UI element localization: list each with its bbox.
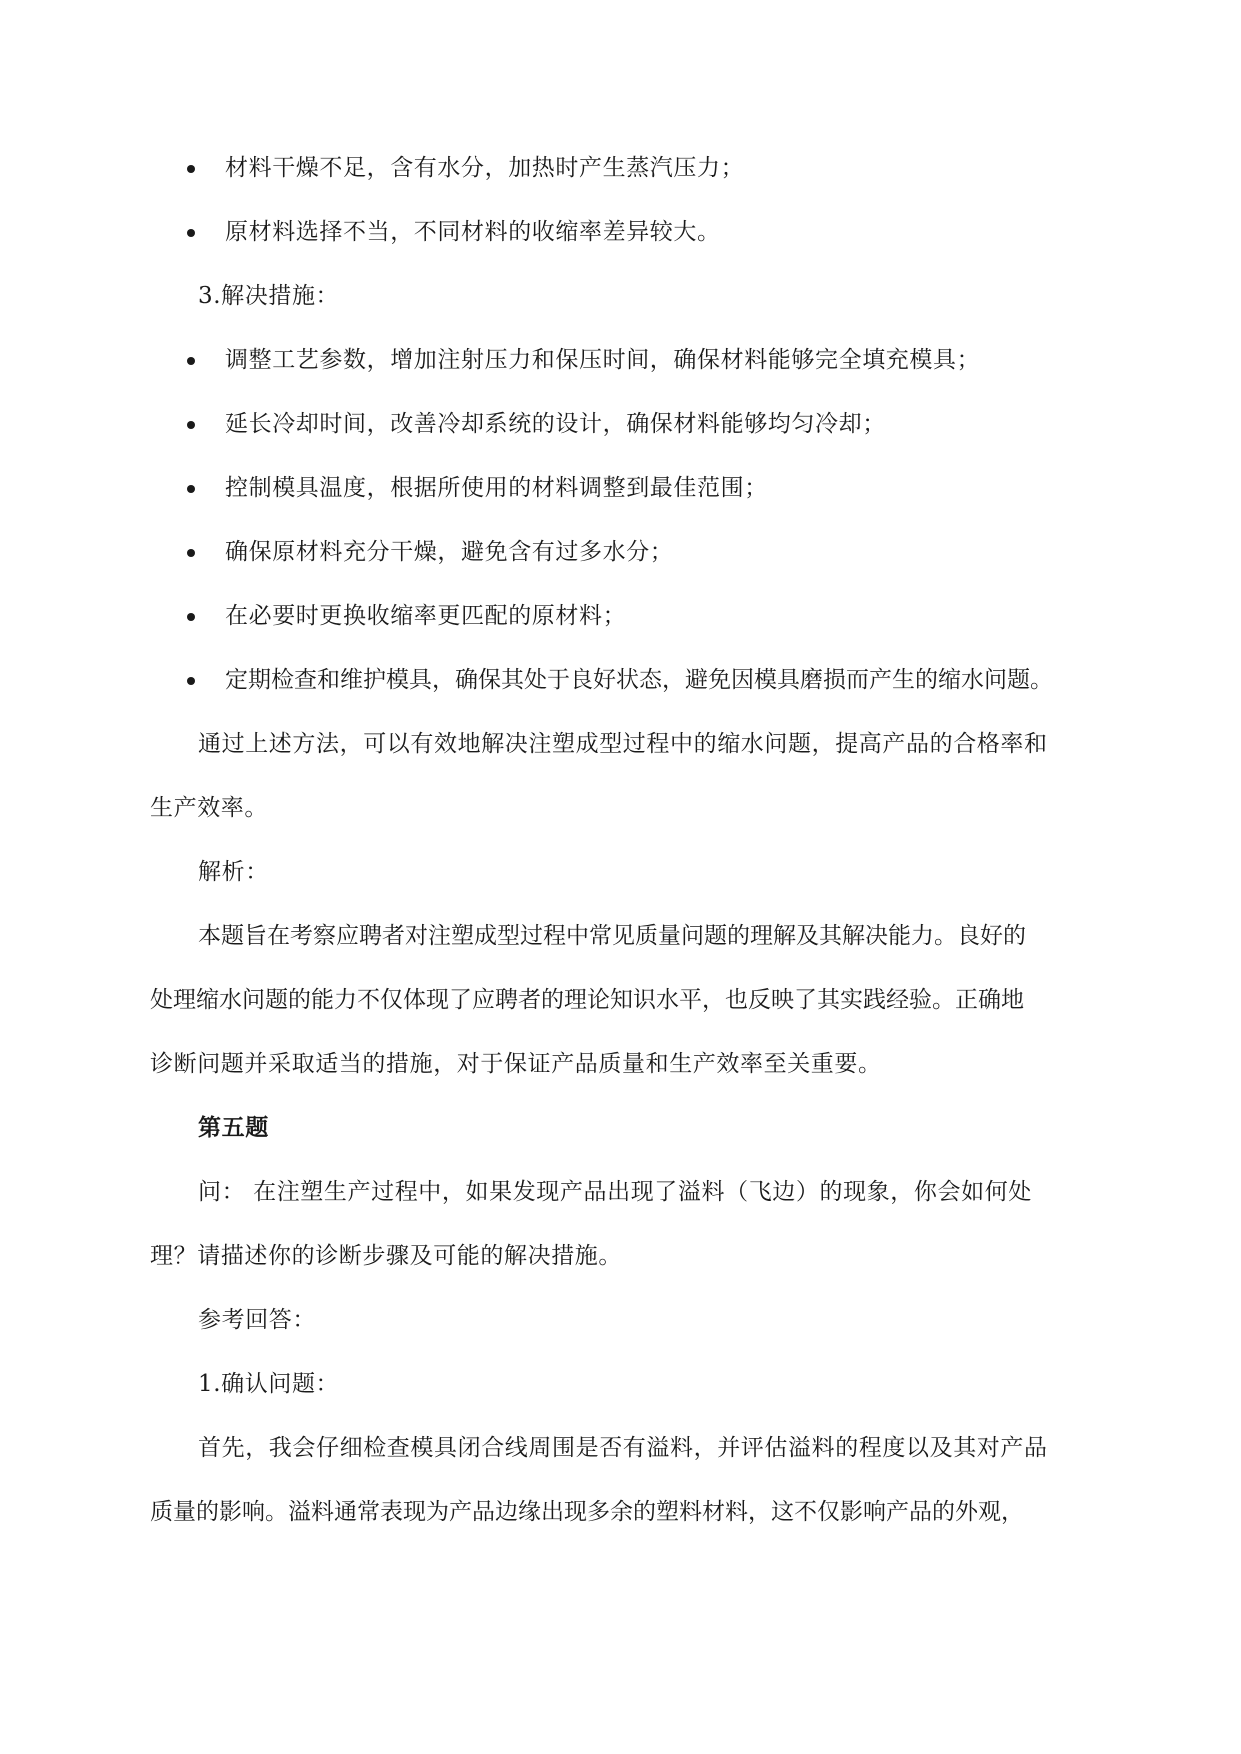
- bullet-icon: [187, 421, 195, 429]
- bullet-icon: [187, 229, 195, 237]
- list-item: [225, 473, 768, 503]
- paragraph-line: 质量的影响。溢料通常表现为产品边缘出现多余的塑料材料，这不仅影响产品的外观，: [150, 1499, 1024, 1525]
- bullet-text: 定期检查和维护模具，确保其处于良好状态，避免因模具磨损而产生的缩水问题。: [225, 667, 1053, 693]
- paragraph-line: 通过上述方法，可以有效地解决注塑成型过程中的缩水问题，提高产品的合格率和: [198, 731, 1048, 757]
- reference-label: 参考回答：: [198, 1307, 316, 1333]
- bullet-icon: [187, 613, 195, 621]
- bullet-icon: [187, 357, 195, 365]
- list-item: [225, 217, 721, 247]
- paragraph-line: 生产效率。: [150, 795, 268, 821]
- bullet-text: 在必要时更换收缩率更匹配的原材料；: [225, 603, 627, 629]
- list-item: [225, 601, 626, 631]
- bullet-text: 调整工艺参数，增加注射压力和保压时间，确保材料能够完全填充模具；: [225, 347, 981, 373]
- bullet-icon: [187, 165, 195, 173]
- bullet-text: 控制模具温度，根据所使用的材料调整到最佳范围；: [225, 475, 768, 501]
- list-item: [225, 409, 886, 439]
- question-title: 第五题: [198, 1114, 269, 1141]
- step-heading: 1.确认问题：: [198, 1371, 340, 1397]
- bullet-text: 确保原材料充分干燥，避免含有过多水分；: [225, 539, 674, 565]
- paragraph-line: 处理缩水问题的能力不仅体现了应聘者的理论知识水平，也反映了其实践经验。正确地: [150, 987, 1024, 1013]
- analysis-label: 解析：: [198, 859, 269, 885]
- paragraph-line: 首先，我会仔细检查模具闭合线周围是否有溢料，并评估溢料的程度以及其对产品: [198, 1435, 1048, 1461]
- list-item: [225, 665, 1053, 695]
- bullet-icon: [187, 677, 195, 685]
- list-item: [225, 345, 980, 375]
- section-heading: 3.解决措施：: [198, 283, 340, 309]
- bullet-text: 延长冷却时间，改善冷却系统的设计，确保材料能够均匀冷却；: [225, 411, 886, 437]
- bullet-icon: [187, 549, 195, 557]
- question-line: 理？请描述你的诊断步骤及可能的解决措施。: [150, 1243, 622, 1269]
- list-item: [225, 537, 673, 567]
- paragraph-line: 诊断问题并采取适当的措施，对于保证产品质量和生产效率至关重要。: [150, 1051, 882, 1077]
- bullet-text: 原材料选择不当，不同材料的收缩率差异较大。: [225, 219, 721, 245]
- paragraph-line: 本题旨在考察应聘者对注塑成型过程中常见质量问题的理解及其解决能力。良好的: [198, 923, 1026, 949]
- list-item: [225, 153, 744, 183]
- question-line: 问： 在注塑生产过程中，如果发现产品出现了溢料（飞边）的现象，你会如何处: [198, 1179, 1032, 1205]
- bullet-icon: [187, 485, 195, 493]
- bullet-text: 材料干燥不足，含有水分，加热时产生蒸汽压力；: [225, 155, 745, 181]
